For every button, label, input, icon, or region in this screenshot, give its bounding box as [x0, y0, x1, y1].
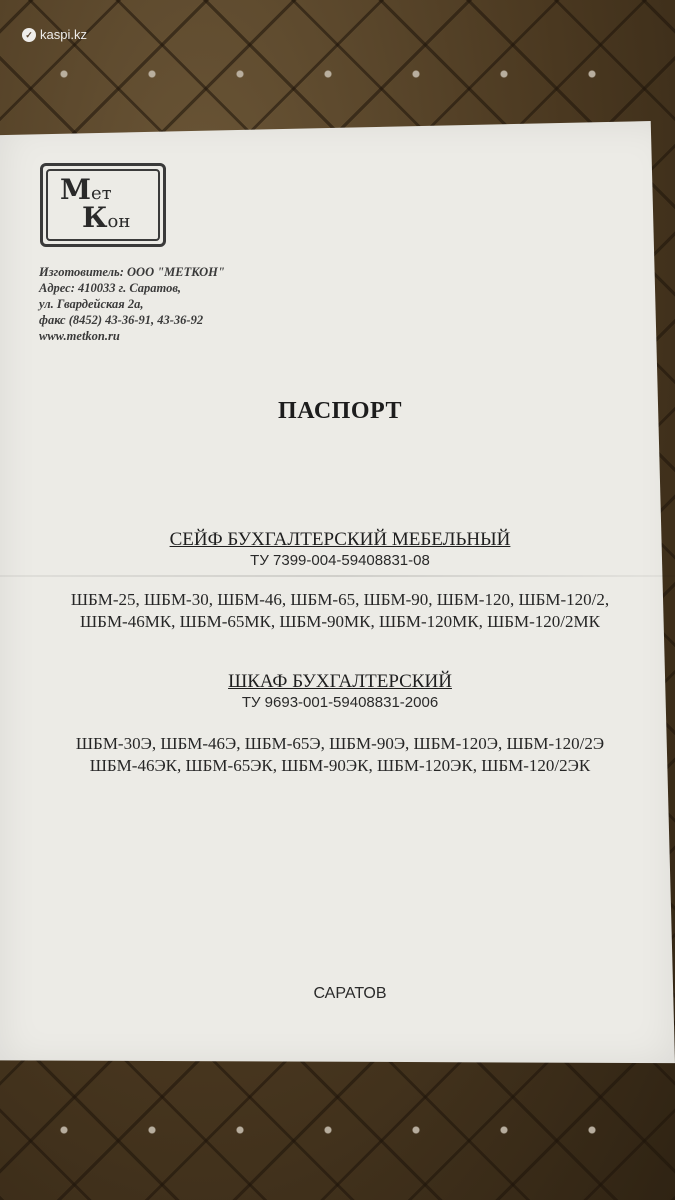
section-safe	[0, 529, 675, 633]
fax-line: факс (8452) 43-36-91, 43-36-92	[39, 313, 204, 327]
city-footer: САРАТОВ	[313, 985, 387, 1002]
kaspi-logo-icon: ✓	[22, 28, 36, 42]
logo-line-1: Мет	[60, 173, 112, 206]
watermark-text: kaspi.kz	[40, 27, 87, 42]
section-safe-tu: ТУ 7399-004-59408831-08	[250, 552, 430, 569]
section-safe-models-1: ШБМ-25, ШБМ-30, ШБМ-46, ШБМ-65, ШБМ-90, ШБМ-120, ШБМ-120/2,	[70, 590, 610, 609]
section-safe-heading: СЕЙФ БУХГАЛТЕРСКИЙ МЕБЕЛЬНЫЙ	[169, 529, 511, 550]
manufacturer-contacts	[39, 264, 225, 344]
metkon-logo	[40, 163, 166, 247]
section-safe-models-2: ШБМ-46МК, ШБМ-65МК, ШБМ-90МК, ШБМ-120МК, ШБМ-120/2МК	[80, 612, 600, 631]
document-title: ПАСПОРТ	[278, 398, 402, 424]
section-cabinet-models-1: ШБМ-30Э, ШБМ-46Э, ШБМ-65Э, ШБМ-90Э, ШБМ-120Э, ШБМ-120/2Э	[75, 734, 605, 753]
section-cabinet-tu: ТУ 9693-001-59408831-2006	[241, 694, 439, 711]
kaspi-watermark	[22, 27, 87, 42]
section-cabinet	[0, 671, 675, 777]
address-line: Адрес: 410033 г. Саратов,	[39, 281, 182, 295]
logo-line-2: Кон	[82, 201, 131, 234]
section-cabinet-models-2: ШБМ-46ЭК, ШБМ-65ЭК, ШБМ-90ЭК, ШБМ-120ЭК, ШБМ-120/2ЭК	[89, 756, 591, 775]
section-cabinet-heading: ШКАФ БУХГАЛТЕРСКИЙ	[228, 671, 452, 692]
website-line: www.metkon.ru	[39, 329, 120, 343]
street-line: ул. Гвардейская 2а,	[39, 297, 144, 311]
manufacturer-line: Изготовитель: ООО "МЕТКОН"	[39, 265, 225, 279]
